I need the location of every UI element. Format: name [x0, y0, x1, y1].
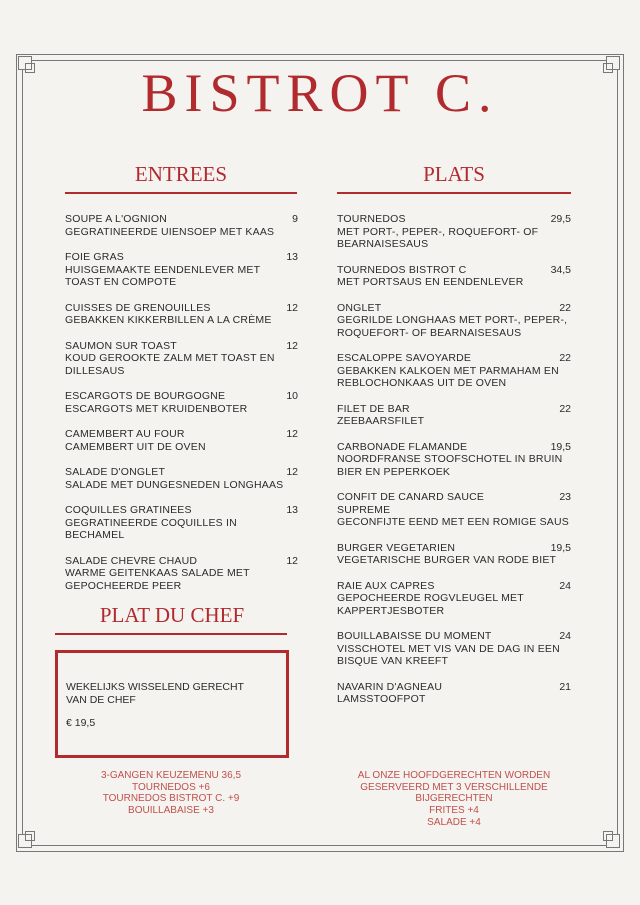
dish-description: ESCARGOTS MET KRUIDENBOTER: [65, 402, 248, 415]
dish-description: VISSCHOTEL MET VIS VAN DE DAG IN EEN BISQUE VAN KREEFT: [337, 642, 560, 667]
dish-price: 34,5: [550, 263, 571, 276]
plats-list: [337, 213, 571, 719]
dish-price: 13: [286, 251, 298, 263]
dish-description: SALADE MET DUNGESNEDEN LONGHAAS: [65, 478, 284, 491]
dish-name: SAUMON SUR TOAST: [65, 339, 177, 352]
plat-menu-item: [337, 403, 571, 428]
plat-du-chef-text: WEKELIJKS WISSELEND GERECHT VAN DE CHEF: [66, 681, 244, 706]
plat-menu-item: [337, 352, 571, 390]
entree-menu-item: [65, 302, 298, 327]
dish-description: GEPOCHEERDE ROGVLEUGEL MET KAPPERTJESBOTER: [337, 592, 524, 617]
entree-menu-item: [65, 340, 298, 378]
dish-name: FOIE GRAS: [65, 251, 124, 263]
dish-name: ESCARGOTS DE BOURGOGNE: [65, 390, 226, 402]
dish-price: 29,5: [550, 213, 571, 225]
dish-price: 12: [286, 339, 298, 352]
note-line: SALADE +4: [427, 816, 481, 828]
dish-name: BOUILLABAISSE DU MOMENT: [337, 630, 492, 642]
dish-description: GEGRATINEERDE UIENSOEP MET KAAS: [65, 225, 275, 238]
dish-name: RAIE AUX CAPRES: [337, 579, 435, 592]
dish-description: GEBAKKEN KIKKERBILLEN A LA CRÈME: [65, 314, 272, 326]
dish-name: CUISSES DE GRENOUILLES: [65, 301, 211, 314]
dish-price: 13: [286, 504, 298, 516]
dish-description: LAMSSTOOFPOT: [337, 693, 426, 705]
entree-menu-item: [65, 390, 298, 415]
entree-menu-item: [65, 504, 298, 542]
dish-price: 12: [286, 466, 298, 478]
note-line: AL ONZE HOOFDGERECHTEN WORDEN GESERVEERD MET 3 VERSCHILLENDE BIJGERECHTEN: [357, 770, 551, 805]
note-line: BOUILLABAISE +3: [128, 805, 214, 817]
dish-price: 10: [286, 390, 298, 402]
dish-name: TOURNEDOS BISTROT C: [337, 263, 467, 276]
plat-du-chef-rule: [55, 633, 287, 635]
dish-name: BURGER VEGETARIEN: [337, 541, 456, 554]
note-line: 3-GANGEN KEUZEMENU 36,5: [100, 770, 242, 781]
dish-description: HUISGEMAAKTE EENDENLEVER MET TOAST EN COMPOTE: [65, 263, 261, 288]
dish-name: SALADE CHEVRE CHAUD: [65, 554, 198, 567]
dish-name: CONFIT DE CANARD SAUCE SUPREME: [337, 491, 485, 516]
entrees-heading: ENTREES: [134, 162, 228, 186]
plat-du-chef-box: [55, 650, 289, 758]
plat-menu-item: [337, 681, 571, 706]
dish-name: ESCALOPPE SAVOYARDE: [337, 352, 472, 364]
dish-name: NAVARIN D'AGNEAU: [337, 680, 443, 693]
dish-description: GEGRATINEERDE COQUILLES IN BECHAMEL: [65, 516, 237, 541]
dish-description: NOORDFRANSE STOOFSCHOTEL IN BRUIN BIER EN PEPERKOEK: [337, 453, 563, 478]
plat-menu-item: [337, 264, 571, 289]
plat-du-chef-heading: PLAT DU CHEF: [99, 603, 245, 627]
plat-du-chef-price: € 19,5: [66, 717, 96, 729]
dish-name: COQUILLES GRATINEES: [65, 504, 192, 516]
note-line: FRITES +4: [429, 805, 479, 817]
dish-description: KOUD GEROOKTE ZALM MET TOAST EN DILLESAUS: [65, 352, 275, 377]
dish-description: ZEEBAARSFILET: [337, 415, 425, 427]
dish-price: 22: [559, 402, 571, 415]
entrees-list: [65, 213, 298, 605]
dish-description: WARME GEITENKAAS SALADE MET GEPOCHEERDE PEER: [65, 567, 250, 592]
dish-name: FILET DE BAR: [337, 402, 410, 415]
entree-menu-item: [65, 213, 298, 238]
dish-price: 24: [559, 579, 571, 592]
dish-price: 12: [286, 301, 298, 314]
dish-price: 12: [286, 554, 298, 567]
dish-price: 19,5: [550, 541, 571, 554]
entree-menu-item: [65, 555, 298, 593]
entree-menu-item: [65, 466, 298, 491]
dish-price: 24: [559, 630, 571, 642]
menu-note-right: [350, 770, 558, 829]
note-line: TOURNEDOS BISTROT C. +9: [102, 793, 240, 805]
plat-menu-item: [337, 542, 571, 567]
menu-note-left: [65, 770, 277, 817]
plats-heading: PLATS: [423, 162, 485, 186]
dish-price: 12: [286, 428, 298, 440]
dish-name: SOUPE A L'OGNION: [65, 213, 168, 225]
dish-description: GECONFIJTE EEND MET EEN ROMIGE SAUS: [337, 516, 570, 528]
dish-name: TOURNEDOS: [337, 213, 406, 225]
dish-price: 22: [559, 301, 571, 314]
plat-menu-item: [337, 213, 571, 251]
dish-description: MET PORTSAUS EN EENDENLEVER: [337, 276, 524, 288]
entree-menu-item: [65, 428, 298, 453]
dish-description: CAMEMBERT UIT DE OVEN: [65, 440, 206, 453]
plat-menu-item: [337, 302, 571, 340]
dish-description: VEGETARISCHE BURGER VAN RODE BIET: [337, 554, 557, 566]
dish-name: CARBONADE FLAMANDE: [337, 440, 468, 453]
corner-ornament-bottom-right: [606, 834, 620, 848]
plat-menu-item: [337, 441, 571, 479]
note-line: TOURNEDOS +6: [132, 781, 210, 793]
corner-ornament-bottom-left: [18, 834, 32, 848]
dish-price: 23: [559, 491, 571, 503]
plat-menu-item: [337, 491, 571, 529]
dish-price: 21: [559, 680, 571, 693]
dish-description: GEBAKKEN KALKOEN MET PARMAHAM EN REBLOCHONKAAS UIT DE OVEN: [337, 364, 559, 389]
dish-price: 19,5: [550, 440, 571, 453]
entree-menu-item: [65, 251, 298, 289]
dish-name: SALADE D'ONGLET: [65, 466, 166, 478]
dish-name: ONGLET: [337, 301, 382, 314]
dish-price: 9: [292, 213, 298, 225]
plat-menu-item: [337, 630, 571, 668]
dish-description: MET PORT-, PEPER-, ROQUEFORT- OF BEARNAISESAUS: [337, 225, 539, 250]
dish-name: CAMEMBERT AU FOUR: [65, 428, 185, 440]
plat-menu-item: [337, 580, 571, 618]
entrees-rule: [65, 192, 297, 194]
plats-rule: [337, 192, 571, 194]
restaurant-title: BISTROT C.: [141, 63, 499, 123]
dish-price: 22: [559, 352, 571, 364]
dish-description: GEGRILDE LONGHAAS MET PORT-, PEPER-, ROQUEFORT- OF BEARNAISESAUS: [337, 314, 568, 339]
